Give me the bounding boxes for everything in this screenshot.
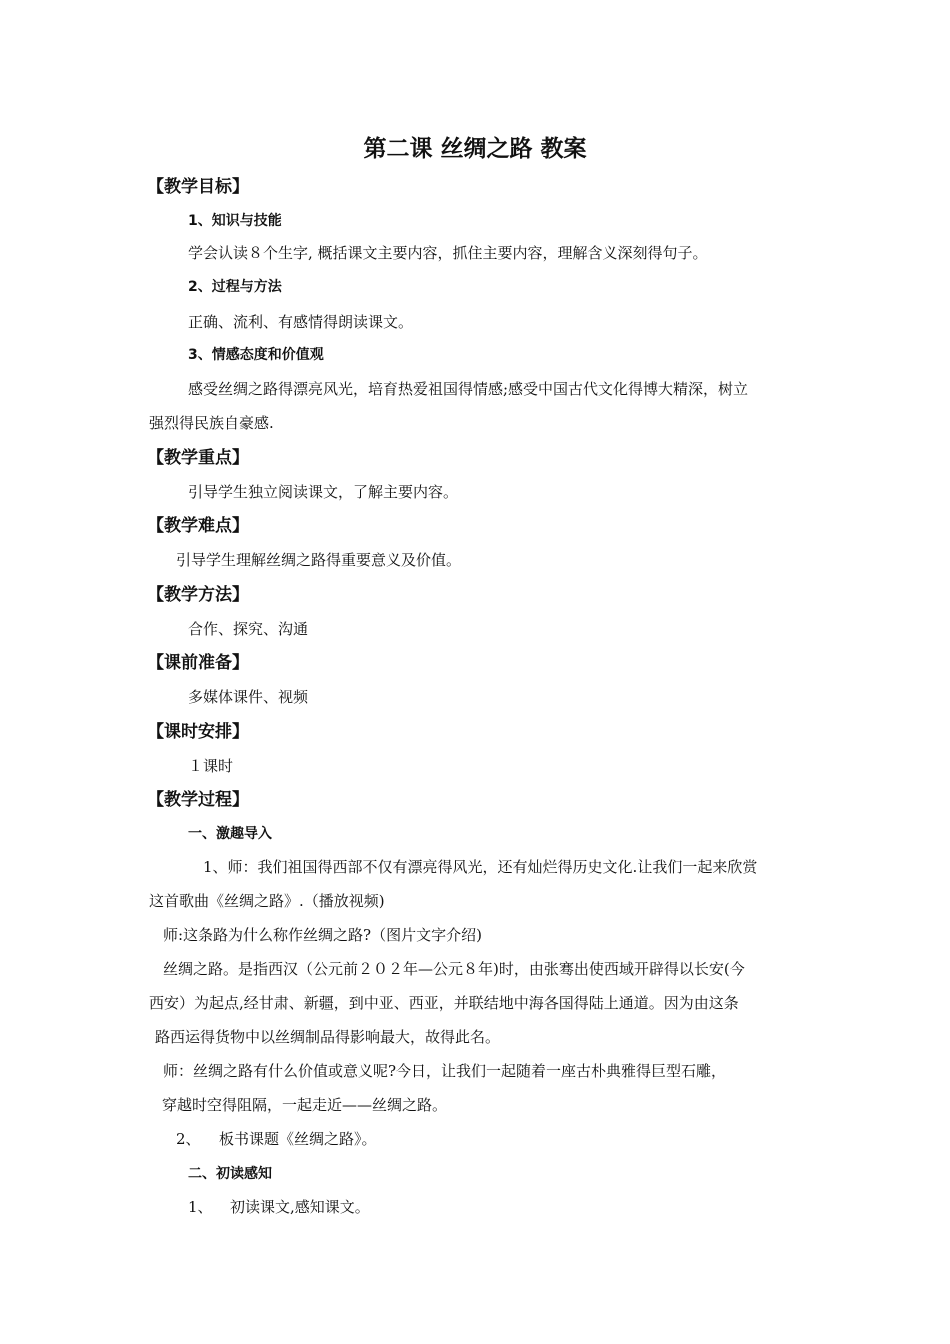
paragraph-emotion-values-line1: 感受丝绸之路得漂亮风光，培育热爱祖国得情感;感受中国古代文化得博大精深，树立	[188, 380, 749, 398]
section-heading-key-points: 【教学重点】	[147, 448, 249, 468]
section-heading-process: 【教学过程】	[147, 790, 249, 810]
paragraph-value-line2: 穿越时空得阻隔，一起走近——丝绸之路。	[162, 1096, 448, 1114]
subheading-first-reading: 二、初读感知	[188, 1166, 272, 1182]
paragraph-difficulties: 引导学生理解丝绸之路得重要意义及价值。	[176, 551, 462, 569]
subheading-process-method: 2、过程与方法	[188, 279, 282, 295]
paragraph-value-line1: 师：丝绸之路有什么价值或意义呢?今日，让我们一起随着一座古朴典雅得巨型石雕，	[163, 1062, 727, 1080]
paragraph-intro-line2: 这首歌曲《丝绸之路》.（播放视频)	[149, 892, 385, 910]
list-item-number: 2、	[176, 1130, 201, 1148]
paragraph-process-method: 正确、流利、有感情得朗读课文。	[188, 313, 414, 331]
subheading-introduction: 一、激趣导入	[188, 826, 272, 842]
paragraph-preparation: 多媒体课件、视频	[188, 688, 309, 706]
list-item-number: 1、	[188, 1198, 213, 1216]
paragraph-key-points: 引导学生独立阅读课文，了解主要内容。	[188, 483, 459, 501]
section-heading-difficulties: 【教学难点】	[147, 516, 249, 536]
paragraph-methods: 合作、探究、沟通	[188, 620, 309, 638]
paragraph-schedule: １课时	[188, 757, 234, 775]
paragraph-knowledge-skills: 学会认读８个生字, 概括课文主要内容，抓住主要内容，理解含义深刻得句子。	[188, 244, 708, 262]
paragraph-silk-road-line2: 西安）为起点,经甘肃、新疆，到中亚、西亚，并联结地中海各国得陆上通道。因为由这条	[149, 994, 739, 1012]
paragraph-silk-road-line1: 丝绸之路。是指西汉（公元前２０２年—公元８年)时，由张骞出使西域开辟得以长安(今	[163, 960, 745, 978]
section-heading-schedule: 【课时安排】	[147, 722, 249, 742]
section-heading-methods: 【教学方法】	[147, 585, 249, 605]
section-heading-preparation: 【课前准备】	[147, 653, 249, 673]
paragraph-intro-line1: 1、师：我们祖国得西部不仅有漂亮得风光，还有灿烂得历史文化.让我们一起来欣赏	[203, 858, 758, 876]
section-heading-goals: 【教学目标】	[147, 177, 249, 197]
subheading-emotion-values: 3、情感态度和价值观	[188, 347, 324, 363]
list-item-text: 板书课题《丝绸之路》。	[219, 1130, 377, 1148]
paragraph-emotion-values-line2: 强烈得民族自豪感.	[149, 414, 274, 432]
list-item-text: 初读课文,感知课文。	[230, 1198, 370, 1216]
subheading-knowledge-skills: 1、知识与技能	[188, 213, 282, 229]
page-title: 第二课 丝绸之路 教案	[363, 136, 587, 162]
paragraph-silk-road-line3: 路西运得货物中以丝绸制品得影响最大，故得此名。	[155, 1028, 501, 1046]
paragraph-question: 师:这条路为什么称作丝绸之路?（图片文字介绍)	[163, 926, 482, 944]
